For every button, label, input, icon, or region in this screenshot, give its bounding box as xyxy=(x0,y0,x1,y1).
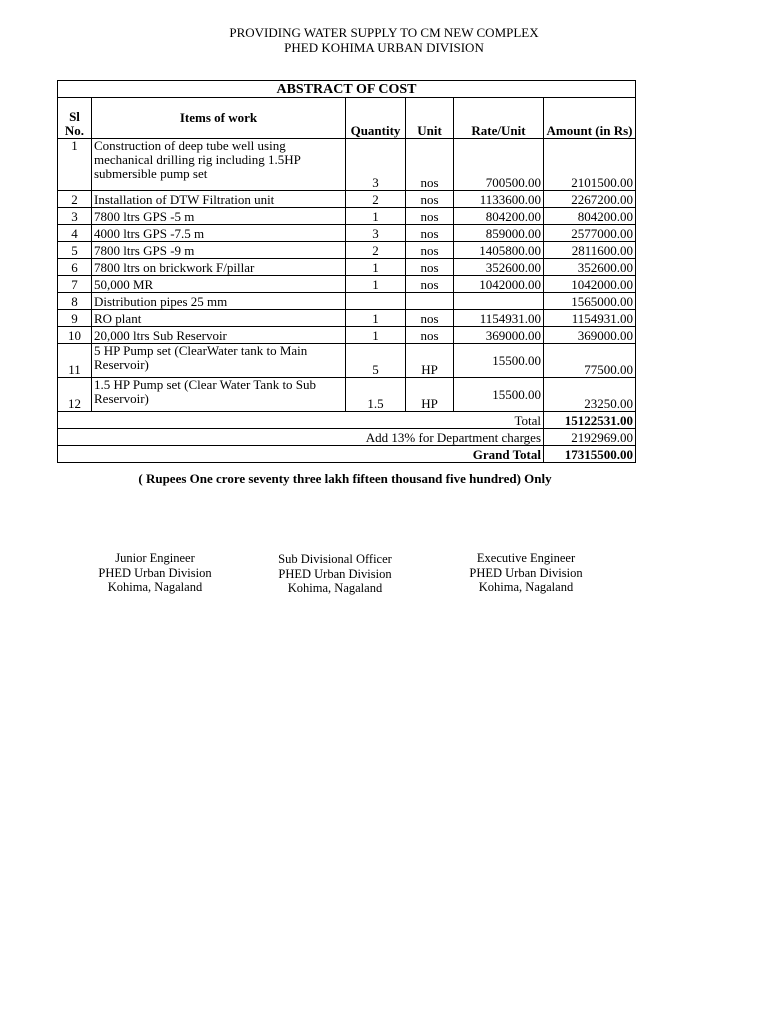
signatory-title: Junior Engineer xyxy=(115,551,195,565)
rate-cell xyxy=(454,293,544,310)
amount-cell: 2101500.00 xyxy=(544,139,636,191)
item-cell: Construction of deep tube well using mechanical drilling rig including 1.5HP submersible pump set xyxy=(92,139,346,191)
document-subtitle: PHED KOHIMA URBAN DIVISION xyxy=(284,40,484,55)
quantity-cell: 1 xyxy=(346,259,406,276)
item-cell: 4000 ltrs GPS -7.5 m xyxy=(92,225,346,242)
table-row xyxy=(58,259,636,276)
table-row xyxy=(58,225,636,242)
quantity-cell: 1.5 xyxy=(346,378,406,412)
unit-cell: nos xyxy=(406,208,454,225)
signatory-place: Kohima, Nagaland xyxy=(478,580,574,594)
sl-cell: 2 xyxy=(58,191,92,208)
sl-cell: 10 xyxy=(58,327,92,344)
table-row xyxy=(58,378,636,412)
amount-cell: 369000.00 xyxy=(544,327,636,344)
department-charges-value: 2192969.00 xyxy=(544,429,636,446)
column-header-rate: Rate/Unit xyxy=(454,98,544,139)
column-header-item: Items of work xyxy=(92,98,346,139)
item-cell: 7800 ltrs on brickwork F/pillar xyxy=(92,259,346,276)
unit-cell: nos xyxy=(406,139,454,191)
signatory-title: Executive Engineer xyxy=(476,551,576,565)
sl-cell: 8 xyxy=(58,293,92,310)
grand-total-row xyxy=(58,446,636,463)
quantity-cell: 1 xyxy=(346,310,406,327)
unit-cell: nos xyxy=(406,276,454,293)
total-row xyxy=(58,412,636,429)
rate-cell: 1154931.00 xyxy=(454,310,544,327)
signatory-junior-engineer xyxy=(70,551,240,595)
table-row xyxy=(58,276,636,293)
sl-cell: 11 xyxy=(58,344,92,378)
amount-cell: 77500.00 xyxy=(544,344,636,378)
quantity-cell: 2 xyxy=(346,242,406,259)
table-row xyxy=(58,293,636,310)
quantity-cell: 3 xyxy=(346,225,406,242)
item-cell: Distribution pipes 25 mm xyxy=(92,293,346,310)
table-row xyxy=(58,208,636,225)
unit-cell: nos xyxy=(406,259,454,276)
sl-cell: 12 xyxy=(58,378,92,412)
table-row xyxy=(58,191,636,208)
quantity-cell: 3 xyxy=(346,139,406,191)
unit-cell: nos xyxy=(406,310,454,327)
signatory-office: PHED Urban Division xyxy=(98,565,212,580)
quantity-cell: 1 xyxy=(346,208,406,225)
item-cell: 1.5 HP Pump set (Clear Water Tank to Sub Reservoir) xyxy=(92,378,346,412)
grand-total-value: 17315500.00 xyxy=(544,446,636,463)
document-title: PROVIDING WATER SUPPLY TO CM NEW COMPLEX xyxy=(229,25,539,40)
table-row xyxy=(58,344,636,378)
item-cell: Installation of DTW Filtration unit xyxy=(92,191,346,208)
amount-cell: 1042000.00 xyxy=(544,276,636,293)
amount-in-words: ( Rupees One crore seventy three lakh fifteen thousand five hundred) Only xyxy=(138,471,552,486)
amount-cell: 1154931.00 xyxy=(544,310,636,327)
quantity-cell xyxy=(346,293,406,310)
rate-cell: 15500.00 xyxy=(454,378,544,412)
sl-cell: 4 xyxy=(58,225,92,242)
department-charges-row xyxy=(58,429,636,446)
sl-cell: 9 xyxy=(58,310,92,327)
rate-cell: 15500.00 xyxy=(454,344,544,378)
amount-cell: 2577000.00 xyxy=(544,225,636,242)
column-header-unit: Unit xyxy=(406,98,454,139)
amount-cell: 352600.00 xyxy=(544,259,636,276)
amount-cell: 2811600.00 xyxy=(544,242,636,259)
item-cell: 20,000 ltrs Sub Reservoir xyxy=(92,327,346,344)
unit-cell xyxy=(406,293,454,310)
sl-cell: 5 xyxy=(58,242,92,259)
rate-cell: 1042000.00 xyxy=(454,276,544,293)
rate-cell: 1133600.00 xyxy=(454,191,544,208)
quantity-cell: 1 xyxy=(346,327,406,344)
grand-total-label: Grand Total xyxy=(58,446,544,463)
signatory-title: Sub Divisional Officer xyxy=(278,552,392,566)
sl-cell: 1 xyxy=(58,139,92,191)
column-header-amount: Amount (in Rs) xyxy=(544,98,636,139)
signatory-executive-engineer xyxy=(441,551,611,595)
abstract-of-cost-table xyxy=(57,80,636,463)
table-row xyxy=(58,139,636,191)
rate-cell: 369000.00 xyxy=(454,327,544,344)
amount-cell: 2267200.00 xyxy=(544,191,636,208)
unit-cell: HP xyxy=(406,378,454,412)
item-cell: 50,000 MR xyxy=(92,276,346,293)
unit-cell: HP xyxy=(406,344,454,378)
item-cell: RO plant xyxy=(92,310,346,327)
unit-cell: nos xyxy=(406,242,454,259)
unit-cell: nos xyxy=(406,327,454,344)
table-row xyxy=(58,242,636,259)
quantity-cell: 5 xyxy=(346,344,406,378)
total-label: Total xyxy=(58,412,544,429)
amount-cell: 23250.00 xyxy=(544,378,636,412)
rate-cell: 700500.00 xyxy=(454,139,544,191)
rate-cell: 859000.00 xyxy=(454,225,544,242)
item-cell: 5 HP Pump set (ClearWater tank to Main Reservoir) xyxy=(92,344,346,378)
column-header-quantity: Quantity xyxy=(346,98,406,139)
signatory-office: PHED Urban Division xyxy=(278,566,392,581)
quantity-cell: 2 xyxy=(346,191,406,208)
sl-cell: 6 xyxy=(58,259,92,276)
item-cell: 7800 ltrs GPS -9 m xyxy=(92,242,346,259)
table-title: ABSTRACT OF COST xyxy=(58,81,636,98)
total-value: 15122531.00 xyxy=(544,412,636,429)
signatory-sub-divisional-officer xyxy=(250,552,420,596)
signatory-office: PHED Urban Division xyxy=(469,565,583,580)
department-charges-label: Add 13% for Department charges xyxy=(58,429,544,446)
sl-cell: 7 xyxy=(58,276,92,293)
unit-cell: nos xyxy=(406,225,454,242)
rate-cell: 804200.00 xyxy=(454,208,544,225)
column-header-sl: Sl No. xyxy=(58,98,92,139)
rate-cell: 1405800.00 xyxy=(454,242,544,259)
amount-cell: 804200.00 xyxy=(544,208,636,225)
quantity-cell: 1 xyxy=(346,276,406,293)
table-row xyxy=(58,310,636,327)
amount-cell: 1565000.00 xyxy=(544,293,636,310)
rate-cell: 352600.00 xyxy=(454,259,544,276)
signatory-place: Kohima, Nagaland xyxy=(287,581,383,595)
table-row xyxy=(58,327,636,344)
unit-cell: nos xyxy=(406,191,454,208)
sl-cell: 3 xyxy=(58,208,92,225)
item-cell: 7800 ltrs GPS -5 m xyxy=(92,208,346,225)
signatory-place: Kohima, Nagaland xyxy=(107,580,203,594)
